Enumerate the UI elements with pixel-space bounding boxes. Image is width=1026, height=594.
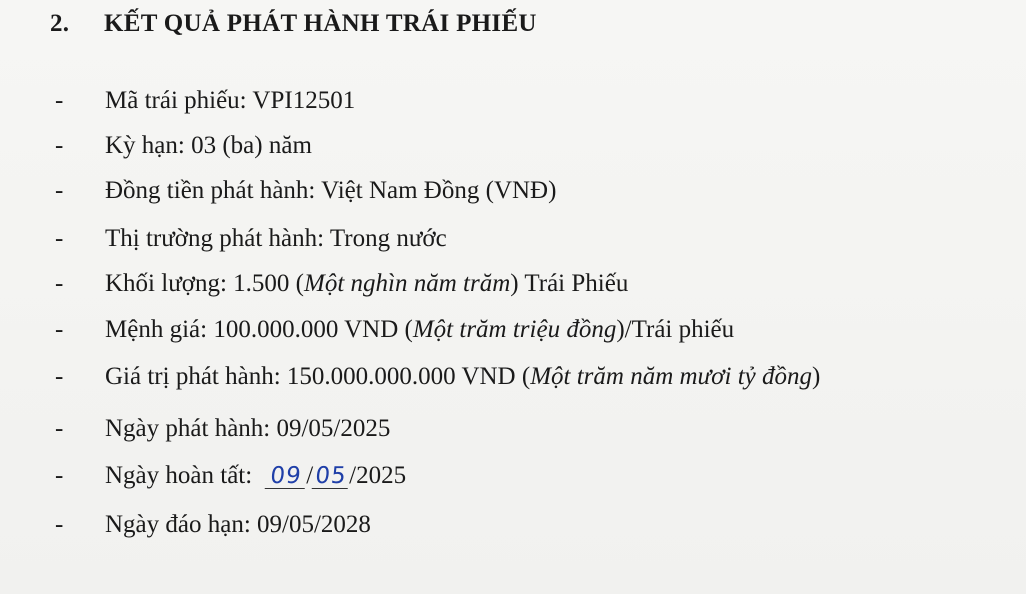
list-item-term: [55, 131, 312, 161]
completion-label: Ngày hoàn tất:: [105, 462, 253, 489]
par-prefix: Mệnh giá: 100.000.000 VND (: [105, 316, 413, 343]
issue-date-text: Ngày phát hành: 09/05/2025: [105, 415, 391, 442]
list-item-issue-date: [55, 414, 390, 444]
section-number: 2.: [50, 10, 70, 37]
bullet-dash: -: [55, 177, 64, 204]
bullet-dash: -: [55, 225, 64, 252]
completion-day-handwritten: 09: [265, 464, 308, 489]
list-item-maturity-date: [55, 510, 371, 540]
bullet-dash: -: [55, 511, 64, 538]
list-item-issue-value: [55, 362, 820, 392]
par-suffix: )/Trái phiếu: [616, 316, 735, 343]
issue-value-suffix: ): [812, 363, 821, 390]
bullet-dash: -: [55, 270, 64, 297]
issue-value-words: Một trăm năm mươi tỷ đồng: [530, 363, 813, 390]
bullet-dash: -: [55, 415, 64, 442]
section-heading: [50, 10, 537, 38]
bullet-dash: -: [55, 87, 64, 114]
completion-separator: /: [306, 462, 314, 489]
currency-text: Đồng tiền phát hành: Việt Nam Đồng (VNĐ): [105, 177, 557, 204]
bullet-dash: -: [55, 363, 64, 390]
maturity-date-text: Ngày đáo hạn: 09/05/2028: [105, 511, 371, 538]
list-item-bond-code: [55, 86, 355, 116]
volume-suffix: ) Trái Phiếu: [510, 270, 629, 297]
completion-month-handwritten: 05: [312, 464, 351, 489]
issue-value-prefix: Giá trị phát hành: 150.000.000.000 VND (: [105, 363, 531, 390]
list-item-completion-date: [55, 461, 406, 491]
bullet-dash: -: [55, 132, 64, 159]
market-text: Thị trường phát hành: Trong nước: [105, 225, 447, 252]
bullet-dash: -: [55, 316, 64, 343]
list-item-market: [55, 224, 447, 254]
list-item-currency: [55, 176, 556, 206]
volume-prefix: Khối lượng: 1.500 (: [105, 270, 304, 297]
par-words: Một trăm triệu đồng: [412, 316, 617, 343]
list-item-par-value: [55, 315, 734, 345]
bond-code-text: Mã trái phiếu: VPI12501: [105, 87, 356, 114]
completion-year: /2025: [349, 462, 407, 489]
section-title: KẾT QUẢ PHÁT HÀNH TRÁI PHIẾU: [104, 10, 537, 37]
bullet-dash: -: [55, 462, 64, 489]
list-item-volume: [55, 269, 628, 299]
volume-words: Một nghìn năm trăm: [304, 270, 511, 297]
term-text: Kỳ hạn: 03 (ba) năm: [105, 132, 312, 159]
